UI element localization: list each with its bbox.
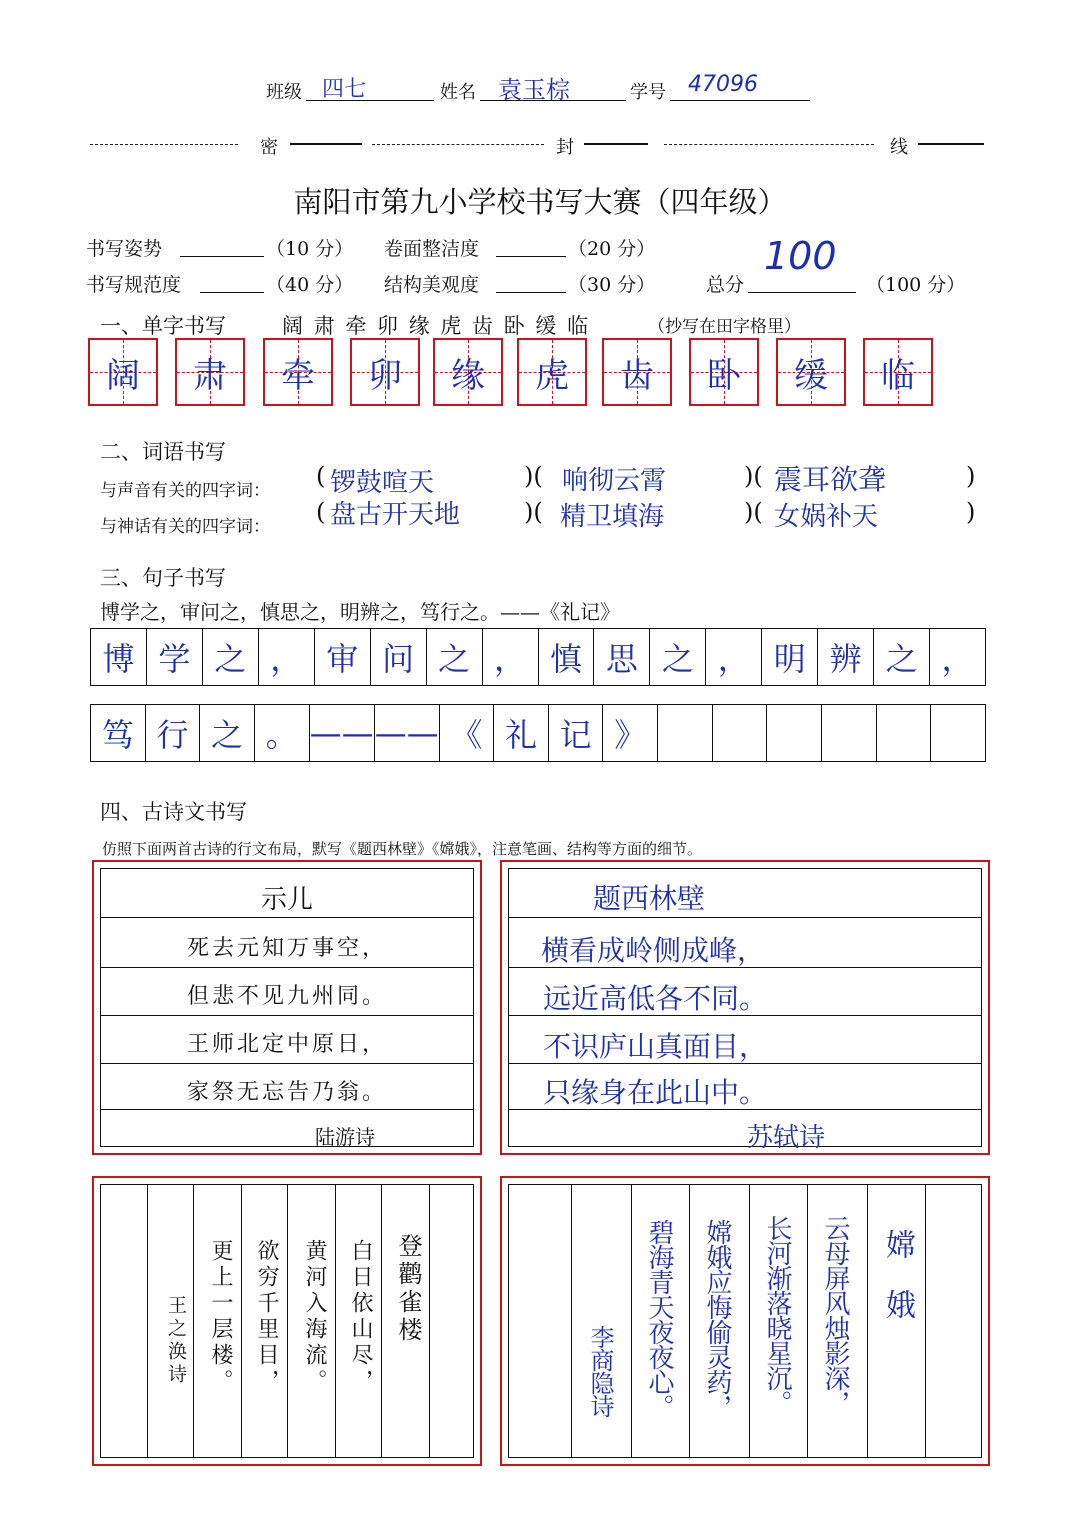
poem4-line-2: 长河渐落晓星沉。: [762, 1215, 792, 1415]
score-total-label: 总分: [706, 274, 745, 296]
score-standard-label: 书写规范度: [86, 274, 182, 296]
tian-grid-char: 齿: [620, 355, 654, 396]
poem1-line-2: 但悲不见九州同。: [186, 984, 387, 1009]
score-posture-points: （10 分）: [266, 238, 354, 260]
sentence-cell: 记: [549, 705, 604, 761]
sentence-cell: 《: [440, 705, 495, 761]
poem1-rule: [101, 917, 473, 918]
sentence-cell: 博: [91, 629, 147, 685]
sentence-cell: [713, 705, 768, 761]
paren-open: (: [316, 462, 326, 490]
poem3-col-rule: [381, 1185, 382, 1457]
sentence-cell: 行: [146, 705, 201, 761]
poem2-rule: [509, 1109, 981, 1110]
tian-grid-box: [776, 338, 846, 406]
name-label: 姓名: [440, 82, 476, 103]
poem3-col-rule: [193, 1185, 194, 1457]
seal-char-xian: 线: [890, 137, 908, 158]
sentence-cell: 审: [315, 629, 371, 685]
myth-words-label: 与神话有关的四字词：: [100, 517, 270, 537]
paren-open: (: [316, 498, 326, 526]
seal-char-mi: 密: [260, 137, 278, 158]
poem1-line-4: 家祭无忘告乃翁。: [186, 1080, 387, 1105]
tian-grid-char: 缓: [794, 355, 828, 396]
seal-dash-2: [372, 144, 544, 145]
tian-grid-char: 牵: [281, 355, 315, 396]
poem4-col-rule: [867, 1185, 868, 1457]
poem2-author: 苏轼诗: [747, 1123, 826, 1153]
poem1-rule: [101, 1063, 473, 1064]
poem3-author: 王之涣诗: [165, 1295, 187, 1387]
class-underline: [306, 100, 434, 101]
poem-box-2-inner: [508, 868, 982, 1153]
paren-mid: )(: [524, 498, 543, 526]
poem2-rule: [509, 967, 981, 968]
id-value: 47096: [688, 72, 758, 97]
tian-grid-char: 卧: [707, 355, 741, 396]
poem3-line-2: 黄河入海流。: [302, 1239, 327, 1395]
seal-char-feng: 封: [556, 137, 574, 158]
poem4-line-3: 嫦娥应悔偷灵药，: [702, 1219, 732, 1419]
sentence-cell: 学: [147, 629, 203, 685]
sound-words-label: 与声音有关的四字词：: [100, 481, 270, 501]
tian-grid-char: 阔: [106, 355, 140, 396]
sentence-cell: 之: [203, 629, 259, 685]
poem4-col-rule: [689, 1185, 690, 1457]
tian-grid-char: 临: [881, 355, 915, 396]
score-total-points: （100 分）: [866, 274, 966, 296]
poem-box-1: [92, 860, 482, 1155]
poem4-col-rule: [925, 1185, 926, 1457]
poem2-line-2: 远近高低各不同。: [543, 982, 768, 1015]
sentence-cell: ，: [941, 640, 974, 678]
sentence-cell: [877, 705, 932, 761]
myth-word-1: 盘古开天地: [330, 500, 461, 530]
seal-solid-3: [918, 143, 984, 145]
poem-box-1-inner: [100, 868, 474, 1147]
sentence-cell: 思: [594, 629, 650, 685]
sentence-cell: ，: [483, 629, 539, 685]
poem2-rule: [509, 1063, 981, 1064]
poem2-line-3: 不识庐山真面目，: [543, 1030, 768, 1063]
poem-box-3-inner: [100, 1184, 474, 1458]
poem3-col-rule: [241, 1185, 242, 1457]
section1-prompt: 阔 肃 牵 卯 缘 虎 齿 卧 缓 临: [282, 314, 591, 338]
sentence-cell: [658, 705, 713, 761]
poem3-line-4: 更上一层楼。: [208, 1239, 233, 1395]
poem2-rule: [509, 917, 981, 918]
seal-solid-1: [290, 143, 362, 145]
poem4-line-1: 云母屏风烛影深，: [820, 1215, 850, 1415]
sentence-cell: 之: [200, 705, 255, 761]
sentence-cell: 之: [874, 629, 930, 685]
tian-grid-char: 缘: [451, 355, 485, 396]
sentence-cell: 辨: [818, 629, 874, 685]
tian-grid-box: [263, 338, 333, 406]
poem2-line-1: 横看成岭侧成峰，: [541, 934, 766, 967]
sentence-cell: 之: [427, 629, 483, 685]
score-posture-label: 书写姿势: [86, 238, 163, 260]
poem3-line-1: 白日依山尽，: [348, 1239, 373, 1395]
tian-grid-box: [175, 338, 245, 406]
section3-prompt: 博学之，审问之，慎思之，明辨之，笃行之。——《礼记》: [100, 600, 620, 624]
poem1-title: 示儿: [260, 885, 313, 915]
sentence-cell: 之: [650, 629, 706, 685]
poem4-col-rule: [571, 1185, 572, 1457]
score-structure-points: （30 分）: [568, 274, 656, 296]
paren-mid: )(: [524, 462, 543, 490]
tian-grid-box: [88, 338, 158, 406]
paren-close: ): [966, 498, 976, 526]
poem4-col-rule: [807, 1185, 808, 1457]
poem3-title: 登鹳雀楼: [394, 1233, 422, 1345]
poem1-rule: [101, 967, 473, 968]
tian-grid-box: [517, 338, 587, 406]
section4-heading: 四、古诗文书写: [100, 800, 247, 824]
score-structure-blank: [496, 292, 566, 293]
poem1-line-3: 王师北定中原日，: [186, 1032, 387, 1057]
score-standard-blank: [200, 292, 264, 293]
sentence-row-2: [90, 704, 986, 762]
score-posture-blank: [180, 256, 264, 257]
sentence-cell: 问: [371, 629, 427, 685]
sentence-cell: 。: [255, 705, 310, 761]
section4-instruction: 仿照下面两首古诗的行文布局，默写《题西林壁》《嫦娥》，注意笔画、结构等方面的细节。: [102, 840, 703, 858]
poem4-title: 嫦娥: [880, 1229, 915, 1349]
tian-grid-box: [433, 338, 503, 406]
tian-grid-box: [350, 338, 420, 406]
seal-solid-2: [584, 143, 648, 145]
myth-word-3: 女娲补天: [774, 502, 879, 532]
score-total-blank: [748, 292, 856, 293]
tian-grid-char: 肃: [193, 355, 227, 396]
class-label: 班级: [266, 82, 302, 103]
sentence-cell: 笃: [91, 705, 146, 761]
poem3-col-rule: [335, 1185, 336, 1457]
score-structure-label: 结构美观度: [384, 274, 480, 296]
poem4-col-rule: [631, 1185, 632, 1457]
poem-box-2: [500, 860, 990, 1155]
tian-grid-box: [602, 338, 672, 406]
page-title: 南阳市第九小学校书写大赛（四年级）: [293, 185, 787, 219]
sentence-cell: 明: [762, 629, 818, 685]
score-neatness-label: 卷面整洁度: [384, 238, 480, 260]
sentence-cell: 》: [603, 705, 658, 761]
poem3-col-rule: [147, 1185, 148, 1457]
tian-grid-char: 虎: [535, 355, 569, 396]
score-standard-points: （40 分）: [266, 274, 354, 296]
class-value: 四七: [322, 77, 367, 102]
score-neatness-blank: [496, 256, 566, 257]
sound-word-3: 震耳欲聋: [774, 463, 887, 496]
paren-mid: )(: [744, 462, 763, 490]
sentence-cell: ——: [310, 705, 375, 761]
poem3-col-rule: [429, 1185, 430, 1457]
myth-word-2: 精卫填海: [560, 502, 665, 532]
section3-heading: 三、句子书写: [100, 566, 226, 590]
sentence-cell: ——: [375, 705, 440, 761]
poem-box-4-inner: [508, 1184, 982, 1458]
paren-close: ): [966, 462, 976, 490]
name-value: 袁玉棕: [498, 76, 570, 104]
poem2-line-4: 只缘身在此山中。: [543, 1076, 768, 1109]
poem-box-4: [500, 1176, 990, 1466]
tian-grid-char: 卯: [368, 355, 402, 396]
score-total-value: 100: [764, 234, 837, 278]
sentence-cell: [767, 705, 822, 761]
poem1-line-1: 死去元知万事空，: [186, 936, 387, 961]
poem1-rule: [101, 1015, 473, 1016]
id-label: 学号: [630, 82, 666, 103]
name-underline: [480, 100, 626, 101]
tian-grid-box: [863, 338, 933, 406]
section2-heading: 二、词语书写: [100, 440, 226, 464]
paren-mid: )(: [744, 498, 763, 526]
poem2-rule: [509, 1015, 981, 1016]
sentence-cell: [822, 705, 877, 761]
poem-box-3: [92, 1176, 482, 1466]
poem4-line-4: 碧海青天夜夜心。: [644, 1219, 674, 1419]
section1-heading: 一、单字书写: [100, 314, 226, 338]
score-neatness-points: （20 分）: [568, 238, 656, 260]
sentence-row-1: [90, 628, 986, 686]
section1-note: （抄写在田字格里）: [648, 317, 801, 337]
poem1-author: 陆游诗: [315, 1125, 375, 1149]
sentence-cell: 礼: [494, 705, 549, 761]
poem4-col-rule: [749, 1185, 750, 1457]
sound-word-2: 响彻云霄: [562, 466, 667, 496]
sound-word-1: 锣鼓喧天: [330, 468, 435, 498]
poem2-title: 题西林壁: [593, 882, 706, 915]
seal-dash-3: [664, 144, 874, 145]
poem4-author: 李商隐诗: [586, 1325, 614, 1417]
poem1-rule: [101, 1109, 473, 1110]
sentence-cell: [931, 705, 985, 761]
sentence-cell: 慎: [539, 629, 595, 685]
sentence-cell: ，: [706, 629, 762, 685]
seal-dash-1: [90, 144, 238, 145]
id-underline: [670, 100, 810, 101]
poem3-line-3: 欲穷千里目，: [254, 1239, 279, 1395]
sentence-cell: ，: [259, 629, 315, 685]
tian-grid-box: [689, 338, 759, 406]
poem3-col-rule: [287, 1185, 288, 1457]
